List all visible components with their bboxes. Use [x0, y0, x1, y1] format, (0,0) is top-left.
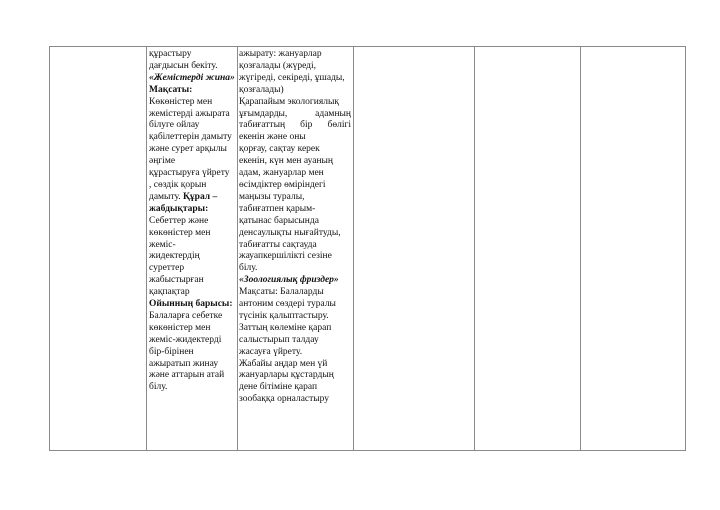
- table-cell-col3: [239, 49, 351, 406]
- text-line: суреттер: [149, 263, 185, 274]
- text-line: [149, 192, 237, 204]
- text-line: адам, жануарлар мен: [239, 168, 324, 179]
- text-line: маңызы туралы,: [239, 191, 305, 202]
- text-line: құрастыру: [149, 49, 192, 59]
- text-line: Қарапайым экологиялық: [239, 96, 339, 107]
- goal-label: Мақсаты:: [149, 84, 193, 95]
- text-line: көкөністер мен: [149, 322, 211, 333]
- game-title: «Зоологиялық фриздер»: [239, 275, 339, 286]
- text-line: қатынас барысында: [239, 215, 319, 226]
- text-line: жемістерді ажырата: [149, 108, 230, 119]
- text-line: өсімдіктер өміріндегі: [239, 179, 326, 190]
- text-line: және сурет арқылы: [149, 144, 227, 155]
- equip-label: жабдықтары:: [149, 203, 209, 214]
- text-line: білу.: [149, 382, 168, 393]
- text-line: және аттарын атай: [149, 370, 225, 381]
- text-line: екенін, күн мен ауаның: [239, 156, 334, 167]
- text-line: жауапкершілікті сезіне: [239, 251, 332, 262]
- text-line: қақпақтар: [149, 287, 190, 298]
- text-line: қабілеттерін дамыту: [149, 132, 232, 143]
- text-line: Заттың көлеміне қарап: [239, 322, 332, 333]
- text-line: салыстырып талдау: [239, 334, 319, 345]
- text-line: антоним сөздері туралы: [239, 299, 336, 310]
- progress-label: Ойынның барысы:: [149, 299, 233, 310]
- game-title: «Жемістерді жина»: [149, 72, 235, 83]
- text-line: табиғатты сақтауда: [239, 239, 317, 250]
- text-line: Жабайы аңдар мен үй: [239, 358, 328, 369]
- text-line: денсаулықты нығайтуды,: [239, 227, 341, 238]
- text-line: дене бітіміне қарап: [239, 382, 318, 393]
- text-line: Көкөністер мен: [149, 96, 213, 107]
- text-line: ұғымдарды, адамның: [239, 108, 351, 119]
- column-divider: [353, 47, 354, 450]
- text-line: Балаларға себетке: [149, 310, 223, 321]
- text-line: жидектердің: [149, 251, 200, 262]
- text-line: қозғалады (жүреді,: [239, 60, 317, 71]
- text-line: ажырату: жануарлар: [239, 49, 322, 59]
- text-line: түсінік қалыптастыру.: [239, 310, 329, 321]
- text-line: табиғатпен қарым-: [239, 203, 316, 214]
- text-line: екенін және оны: [239, 132, 306, 143]
- text-line: ажыратып жинау: [149, 358, 219, 369]
- text-line: білуге ойлау: [149, 120, 200, 131]
- text-line: жабыстырған: [149, 275, 204, 286]
- text-line: қорғау, сақтау керек: [239, 144, 320, 155]
- text-line: қозғалады): [239, 84, 284, 95]
- text-line: жеміс-жидектерді: [149, 334, 222, 345]
- text-line: құрастыруға үйрету: [149, 168, 230, 179]
- column-divider: [237, 47, 238, 450]
- text-line: табиғаттың бір бөлігі: [239, 120, 351, 131]
- column-divider: [474, 47, 475, 450]
- plan-table: [49, 46, 686, 451]
- text-line: әңгіме: [149, 156, 176, 167]
- text-line: жасауға үйрету.: [239, 346, 303, 357]
- equip-label: Құрал –: [183, 191, 218, 202]
- column-divider: [146, 47, 147, 450]
- text-line: , сөздік қорын: [149, 179, 207, 190]
- text-line: білу.: [239, 263, 258, 274]
- column-divider: [580, 47, 581, 450]
- text-line: жеміс-: [149, 239, 176, 250]
- text-line: Мақсаты: Балаларды: [239, 287, 324, 298]
- text-line: жүгіреді, секіреді, ұшады,: [239, 72, 345, 83]
- text-line: жануарлары құстардың: [239, 370, 334, 381]
- text-line: Себеттер және: [149, 215, 209, 226]
- text-line: бір-бірінен: [149, 346, 194, 357]
- text-line: зообаққа орналастыру: [239, 394, 330, 405]
- text-line: көкөністер мен: [149, 227, 211, 238]
- dev-text: дамыту.: [149, 191, 181, 202]
- table-cell-col2: [149, 49, 237, 394]
- text-line: дағдысын бекіту.: [149, 60, 218, 71]
